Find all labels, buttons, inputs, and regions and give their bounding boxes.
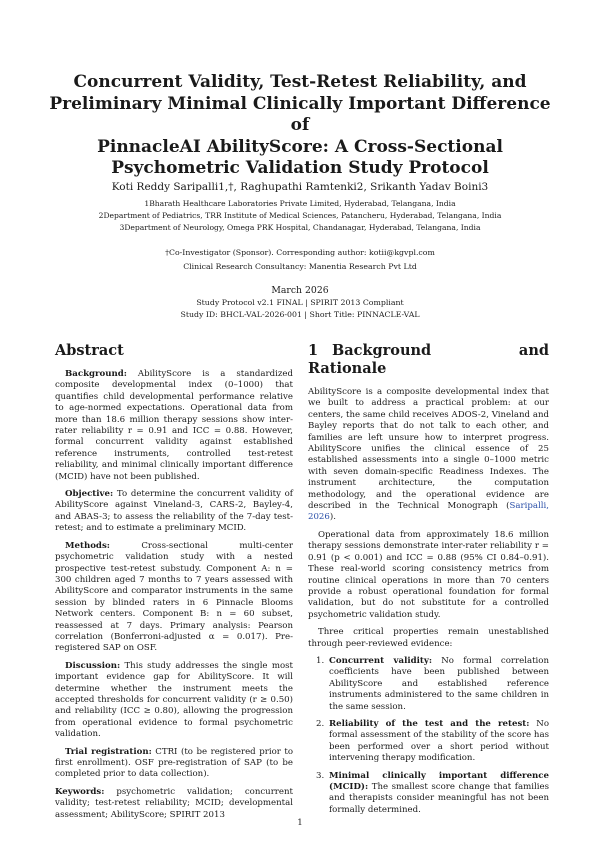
title-line: Psychometric Validation Study Protocol — [111, 158, 489, 178]
body-paragraph: AbilityScore is a composite developmental index that we built to address a practical problem: at our centers, the same child receives ADOS-2, Vineland and Bayley reports that do not talk to each other, and families are left unsure how to interpret progress. AbilityScore unifies the clinical essence of 25 established assessments into a single 0–1000 metric with seven domain-specific Readiness Indexes. The instrument architecture, the computation methodology, and the operational evidence are described in the Technical Monograph (Saripalli, 2026). — [308, 387, 549, 523]
affiliation-1: 1Bharath Healthcare Laboratories Private Limited, Hyderabad, Telangana, India — [144, 199, 456, 208]
author-list: Koti Reddy Saripalli1,†, Raghupathi Ramtenki2, Srikanth Yadav Boini3 — [111, 181, 489, 193]
list-number: 3. — [316, 770, 325, 781]
body-paragraph: Operational data from approximately 18.6 million therapy sessions demonstrate inter-rater reliability r = 0.91 (p < 0.001) and ICC = 0.88 (95% CI 0.84–0.91). These real-world scoring consistency metrics from routine clinical operations in more than 70 centers provide a robust operational foundation for formal validation, but do not substitute for a controlled psychometric validation study. — [308, 529, 549, 620]
publication-date: March 2026 — [271, 285, 329, 296]
list-item-text: No formal assessment of the stability of the score has been performed over a short period without intervening therapy modification. — [329, 718, 549, 764]
abstract-discussion — [55, 661, 293, 741]
list-item — [308, 656, 549, 713]
list-item-label: Minimal clinically important difference (MCID): — [329, 770, 549, 792]
section-number: 1 — [308, 342, 319, 359]
abstract-text: CTRI (to be registered prior to first enrollment). OSF pre-registration of SAP (to be completed prior to data collection). — [55, 746, 293, 780]
list-item-label: Reliability of the test and the retest: — [329, 718, 530, 729]
abstract-label: Background: — [65, 369, 127, 379]
abstract-label: Keywords: — [55, 786, 105, 797]
protocol-line: Study Protocol v2.1 FINAL | SPIRIT 2013 Compliant — [196, 298, 404, 307]
list-item-label: Concurrent validity: — [329, 655, 433, 666]
abstract-label: Trial registration: — [65, 746, 152, 757]
abstract-text: This study addresses the single most important evidence gap for AbilityScore. It will determine whether the instrument meets the accepted thresholds for concurrent validity (r ≥ 0.50) and reliability (ICC ≥ 0.80), allowing the progression from operational evidence to formal psychometric validation. — [55, 660, 294, 740]
title-line: Concurrent Validity, Test-Retest Reliability, and — [73, 72, 527, 92]
affiliation-2: 2Department of Pediatrics, TRR Institute of Medical Sciences, Patancheru, Hyderabad, Telangana, India — [98, 211, 502, 220]
body-paragraph: Three critical properties remain unestablished through peer-reviewed evidence: — [308, 627, 549, 649]
affiliation-3: 3Department of Neurology, Omega PRK Hospital, Chandanagar, Hyderabad, Telangana, India — [119, 223, 481, 232]
section-title: Background and Rationale — [308, 342, 549, 377]
abstract-label: Methods: — [65, 540, 110, 551]
list-item — [308, 771, 549, 817]
abstract-trial-registration — [55, 747, 293, 781]
list-number: 2. — [316, 718, 325, 729]
abstract-label: Objective: — [65, 489, 114, 500]
abstract-column — [55, 342, 293, 827]
gap-list — [308, 656, 549, 816]
list-item-text: The smallest score change that families and therapists consider meaningful has not been formally determined. — [329, 782, 549, 815]
list-item-text: No formal correlation coefficients have been published between AbilityScore and established reference instruments administered to the same children in the same session. — [329, 655, 549, 712]
abstract-background — [55, 369, 293, 483]
page-number: 1 — [297, 818, 303, 828]
background-column — [308, 342, 549, 822]
abstract-heading: Abstract — [55, 342, 124, 359]
abstract-label: Discussion: — [65, 660, 121, 671]
corresponding-author-note: †Co-Investigator (Sponsor). Corresponding author: kotii@kgvpl.com — [165, 248, 435, 257]
abstract-text: psychometric validation; concurrent validity; test-retest reliability; MCID; developmental assessment; AbilityScore; SPIRIT 2013 — [55, 786, 293, 820]
study-id-line: Study ID: BHCL-VAL-2026-001 | Short Title: PINNACLE-VAL — [180, 310, 420, 319]
title-line: PinnacleAI AbilityScore: A Cross-Sectional — [97, 136, 503, 157]
section-heading — [308, 342, 549, 378]
citation-link[interactable]: Saripalli, 2026 — [308, 501, 549, 523]
abstract-text: AbilityScore is a standardized composite developmental index (0–1000) that quantifies child developmental performance relative to age-normed expectations. Operational data from more than 18.6 million therapy sessions show inter-rater reliability r = 0.91 and ICC = 0.88. However, formal concurrent validity against established reference instruments, controlled test-retest reliability, and minimal clinically important difference (MCID) have not been published. — [55, 369, 293, 482]
paper-title — [40, 72, 560, 180]
abstract-objective — [55, 489, 293, 535]
abstract-text: Cross-sectional multi-center psychometric validation study with a nested prospective test-retest substudy. Component A: n = 300 children aged 7 months to 7 years assessed with AbilityScore and comparator instruments in the same session by blinded raters in 6 Pinnacle Blooms Network centers. Component B: n = 60 subset, reassessed at 7 days. Primary analysis: Pearson correlation (Bonferroni-adjusted α = 0.017). Pre-registered SAP on OSF. — [55, 540, 293, 654]
consultancy-note: Clinical Research Consultancy: Manentia Research Pvt Ltd — [183, 262, 417, 271]
title-line: Preliminary Minimal Clinically Important Difference of — [49, 93, 551, 135]
list-number: 1. — [316, 655, 325, 666]
list-item — [308, 719, 549, 765]
abstract-keywords — [55, 787, 293, 821]
abstract-text: To determine the concurrent validity of AbilityScore against Vineland-3, CARS-2, Bayley-4, and ABAS-3; to assess the reliability of the 7-day test-retest; and to estimate a preliminary MCID. — [55, 489, 293, 534]
abstract-methods — [55, 541, 293, 655]
